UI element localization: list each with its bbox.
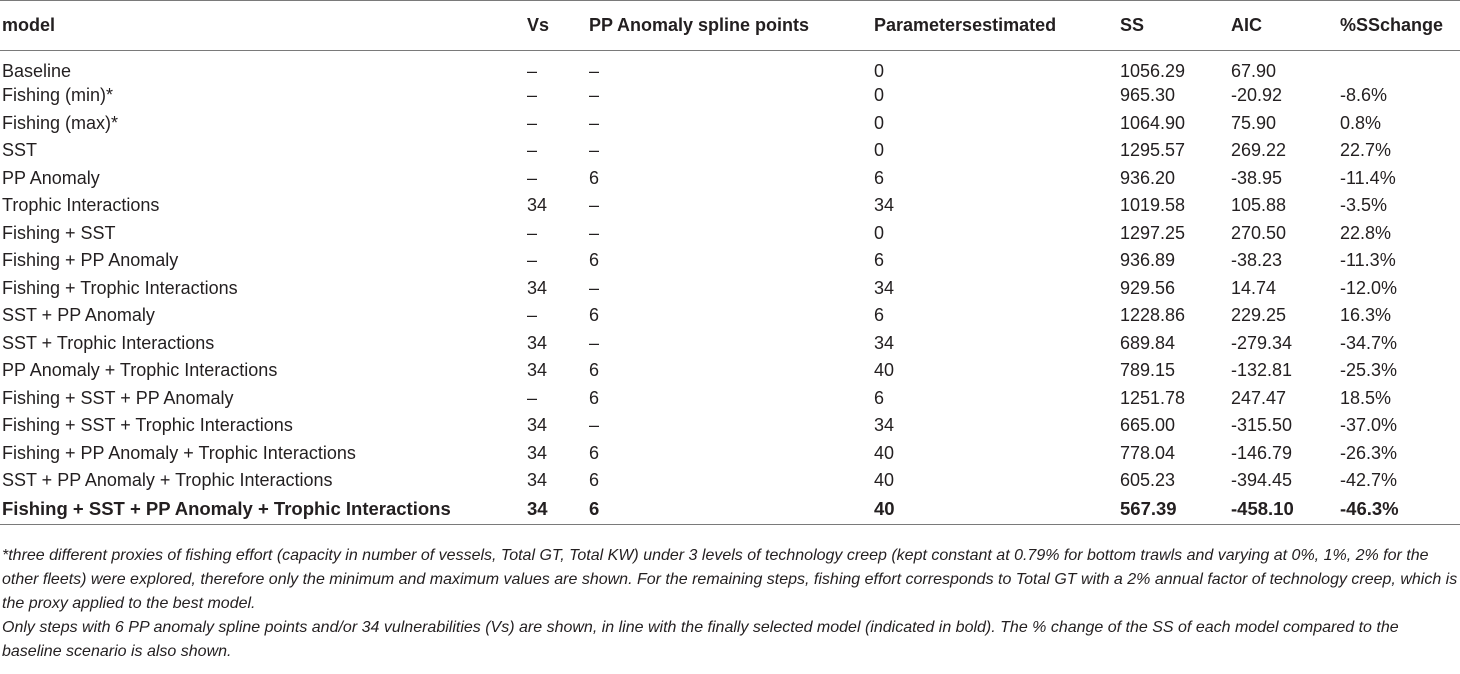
cell-spline-points: – bbox=[589, 140, 600, 161]
cell-aic: 67.90 bbox=[1231, 61, 1277, 81]
cell-spline-points: 6 bbox=[589, 470, 600, 491]
column-header-aic: AIC bbox=[1229, 1, 1338, 51]
cell-spline-points: – bbox=[589, 332, 600, 353]
cell-ss: 567.39 bbox=[1118, 495, 1229, 525]
cell-ss-change: -11.4% bbox=[1340, 167, 1396, 188]
table-row bbox=[0, 302, 1460, 330]
cell-vs: – bbox=[527, 112, 538, 133]
column-header-ss-change: %SSchange bbox=[1338, 1, 1460, 51]
cell-aic: -315.50 bbox=[1231, 415, 1293, 436]
cell-parameters: 0 bbox=[874, 61, 885, 81]
cell-model: PP Anomaly + Trophic Interactions bbox=[2, 360, 278, 381]
cell-ss-change: -42.7% bbox=[1340, 470, 1398, 491]
table-row bbox=[0, 82, 1460, 110]
cell-aic: 229.25 bbox=[1231, 305, 1287, 326]
table-row bbox=[0, 247, 1460, 275]
cell-parameters: 0 bbox=[874, 112, 885, 133]
cell-ss: 605.23 bbox=[1120, 470, 1176, 491]
table-row bbox=[0, 220, 1460, 248]
cell-aic: -20.92 bbox=[1231, 85, 1283, 106]
cell-ss-change bbox=[1338, 51, 1460, 83]
cell-ss: 789.15 bbox=[1120, 360, 1176, 381]
cell-vs: 34 bbox=[527, 277, 548, 298]
cell-ss: 665.00 bbox=[1120, 415, 1176, 436]
cell-ss-change: -12.0% bbox=[1340, 277, 1398, 298]
column-header-ss: SS bbox=[1118, 1, 1229, 51]
cell-vs: 34 bbox=[527, 415, 548, 436]
cell-spline-points: – bbox=[589, 195, 600, 216]
cell-vs: – bbox=[527, 61, 538, 81]
column-header-parameters: Parametersestimated bbox=[872, 1, 1118, 51]
table-row bbox=[0, 467, 1460, 495]
cell-parameters: 34 bbox=[874, 277, 895, 298]
table-row bbox=[0, 51, 1460, 83]
cell-aic: -458.10 bbox=[1229, 495, 1338, 525]
cell-ss: 1297.25 bbox=[1120, 222, 1186, 243]
cell-aic: 269.22 bbox=[1231, 140, 1287, 161]
table-row bbox=[0, 110, 1460, 138]
cell-vs: – bbox=[527, 167, 538, 188]
cell-model: SST + Trophic Interactions bbox=[2, 332, 215, 353]
table-notes bbox=[2, 544, 1458, 664]
cell-parameters: 34 bbox=[874, 195, 895, 216]
cell-ss: 689.84 bbox=[1120, 332, 1176, 353]
cell-parameters: 6 bbox=[874, 167, 885, 188]
cell-ss-change: -8.6% bbox=[1340, 85, 1388, 106]
column-header-spline-points: PP Anomaly spline points bbox=[587, 1, 872, 51]
cell-parameters: 34 bbox=[874, 332, 895, 353]
cell-spline-points: 6 bbox=[589, 305, 600, 326]
cell-parameters: 34 bbox=[874, 415, 895, 436]
cell-parameters: 6 bbox=[874, 305, 885, 326]
table-row bbox=[0, 440, 1460, 468]
cell-aic: -279.34 bbox=[1231, 332, 1293, 353]
cell-parameters: 40 bbox=[874, 442, 895, 463]
cell-ss-change: 0.8% bbox=[1340, 112, 1382, 133]
cell-model: Baseline bbox=[2, 61, 72, 81]
cell-parameters: 6 bbox=[874, 250, 885, 271]
table-row bbox=[0, 495, 1460, 525]
cell-vs: 34 bbox=[527, 360, 548, 381]
cell-model: SST + PP Anomaly + Trophic Interactions bbox=[2, 470, 333, 491]
cell-spline-points: 6 bbox=[587, 495, 872, 525]
cell-parameters: 40 bbox=[872, 495, 1118, 525]
table-row bbox=[0, 412, 1460, 440]
cell-vs: – bbox=[527, 250, 538, 271]
cell-vs: 34 bbox=[527, 332, 548, 353]
cell-ss: 929.56 bbox=[1120, 277, 1176, 298]
cell-model: SST bbox=[2, 140, 38, 161]
cell-vs: 34 bbox=[527, 195, 548, 216]
footnote-text: *three different proxies of fishing effort (capacity in number of vessels, Total GT, Total KW) under 3 levels of technology creep (kept constant at 0.79% for bottom trawls and varying at 0%, 1%, 2% for the other fleets) were explored, therefore only the minimum and maximum values are shown. For the remaining steps, fishing effort corresponds to Total GT with a 2% annual factor of technology creep, which is the proxy applied to the best model. bbox=[2, 547, 1458, 612]
cell-vs: – bbox=[527, 387, 538, 408]
cell-aic: -394.45 bbox=[1231, 470, 1293, 491]
cell-spline-points: 6 bbox=[589, 387, 600, 408]
cell-ss: 965.30 bbox=[1120, 85, 1176, 106]
cell-ss: 1295.57 bbox=[1120, 140, 1186, 161]
cell-model: Fishing + PP Anomaly + Trophic Interactions bbox=[2, 442, 356, 463]
cell-ss-change: -26.3% bbox=[1340, 442, 1398, 463]
cell-vs: – bbox=[527, 140, 538, 161]
cell-aic: 14.74 bbox=[1231, 277, 1277, 298]
cell-spline-points: – bbox=[589, 112, 600, 133]
table-row bbox=[0, 165, 1460, 193]
table-row bbox=[0, 275, 1460, 303]
cell-spline-points: – bbox=[589, 277, 600, 298]
cell-model: Fishing + SST bbox=[2, 222, 116, 243]
cell-model: Fishing + SST + PP Anomaly bbox=[2, 387, 234, 408]
cell-parameters: 40 bbox=[874, 470, 895, 491]
caption-text: Only steps with 6 PP anomaly spline points and/or 34 vulnerabilities (Vs) are shown, in line with the finally selected model (indicated in bold). The % change of the SS of each model compared to the baseline scenario is also shown. bbox=[2, 619, 1399, 660]
cell-spline-points: 6 bbox=[589, 360, 600, 381]
cell-vs: 34 bbox=[527, 442, 548, 463]
cell-spline-points: 6 bbox=[589, 250, 600, 271]
cell-vs: – bbox=[527, 222, 538, 243]
cell-spline-points: – bbox=[589, 222, 600, 243]
cell-parameters: 0 bbox=[874, 140, 885, 161]
cell-ss-change: -46.3% bbox=[1338, 495, 1460, 525]
table-row bbox=[0, 330, 1460, 358]
cell-parameters: 40 bbox=[874, 360, 895, 381]
cell-model: Fishing (max)* bbox=[2, 112, 119, 133]
cell-aic: 105.88 bbox=[1231, 195, 1287, 216]
cell-parameters: 6 bbox=[874, 387, 885, 408]
table-row bbox=[0, 385, 1460, 413]
cell-aic: 247.47 bbox=[1231, 387, 1287, 408]
cell-model: Fishing + Trophic Interactions bbox=[2, 277, 238, 298]
cell-ss-change: -25.3% bbox=[1340, 360, 1398, 381]
cell-vs: 34 bbox=[527, 470, 548, 491]
cell-vs: – bbox=[527, 85, 538, 106]
table-row bbox=[0, 192, 1460, 220]
table-body bbox=[0, 51, 1460, 525]
cell-model: Fishing + SST + Trophic Interactions bbox=[2, 415, 293, 436]
cell-ss: 778.04 bbox=[1120, 442, 1176, 463]
cell-ss-change: 22.8% bbox=[1340, 222, 1392, 243]
cell-ss-change: -37.0% bbox=[1340, 415, 1398, 436]
cell-vs: – bbox=[527, 305, 538, 326]
cell-aic: -38.23 bbox=[1231, 250, 1283, 271]
cell-spline-points: – bbox=[589, 85, 600, 106]
cell-ss: 1056.29 bbox=[1120, 61, 1186, 81]
cell-ss-change: 22.7% bbox=[1340, 140, 1392, 161]
cell-spline-points: 6 bbox=[589, 442, 600, 463]
cell-model: Fishing (min)* bbox=[2, 85, 114, 106]
table-row bbox=[0, 357, 1460, 385]
cell-ss: 1064.90 bbox=[1120, 112, 1186, 133]
cell-ss-change: 18.5% bbox=[1340, 387, 1392, 408]
cell-spline-points: 6 bbox=[589, 167, 600, 188]
cell-aic: -146.79 bbox=[1231, 442, 1293, 463]
cell-aic: 270.50 bbox=[1231, 222, 1287, 243]
cell-aic: -132.81 bbox=[1231, 360, 1293, 381]
column-header-model: model bbox=[0, 1, 525, 51]
cell-spline-points: – bbox=[589, 61, 600, 81]
cell-parameters: 0 bbox=[874, 85, 885, 106]
column-header-vs: Vs bbox=[525, 1, 587, 51]
cell-aic: 75.90 bbox=[1231, 112, 1277, 133]
cell-aic: -38.95 bbox=[1231, 167, 1283, 188]
cell-ss-change: -3.5% bbox=[1340, 195, 1388, 216]
table-row bbox=[0, 137, 1460, 165]
cell-model: Trophic Interactions bbox=[2, 195, 160, 216]
table-header-row bbox=[0, 1, 1460, 51]
cell-ss: 936.89 bbox=[1120, 250, 1176, 271]
cell-parameters: 0 bbox=[874, 222, 885, 243]
cell-model: PP Anomaly bbox=[2, 167, 100, 188]
cell-ss-change: -11.3% bbox=[1340, 250, 1396, 271]
cell-ss: 1251.78 bbox=[1120, 387, 1186, 408]
cell-model: SST + PP Anomaly bbox=[2, 305, 155, 326]
cell-ss: 1228.86 bbox=[1120, 305, 1186, 326]
cell-model: Fishing + SST + PP Anomaly + Trophic Interactions bbox=[0, 495, 525, 525]
cell-ss: 1019.58 bbox=[1120, 195, 1186, 216]
cell-ss-change: 16.3% bbox=[1340, 305, 1392, 326]
cell-ss-change: -34.7% bbox=[1340, 332, 1398, 353]
cell-spline-points: – bbox=[589, 415, 600, 436]
cell-vs: 34 bbox=[525, 495, 587, 525]
cell-model: Fishing + PP Anomaly bbox=[2, 250, 179, 271]
cell-ss: 936.20 bbox=[1120, 167, 1176, 188]
